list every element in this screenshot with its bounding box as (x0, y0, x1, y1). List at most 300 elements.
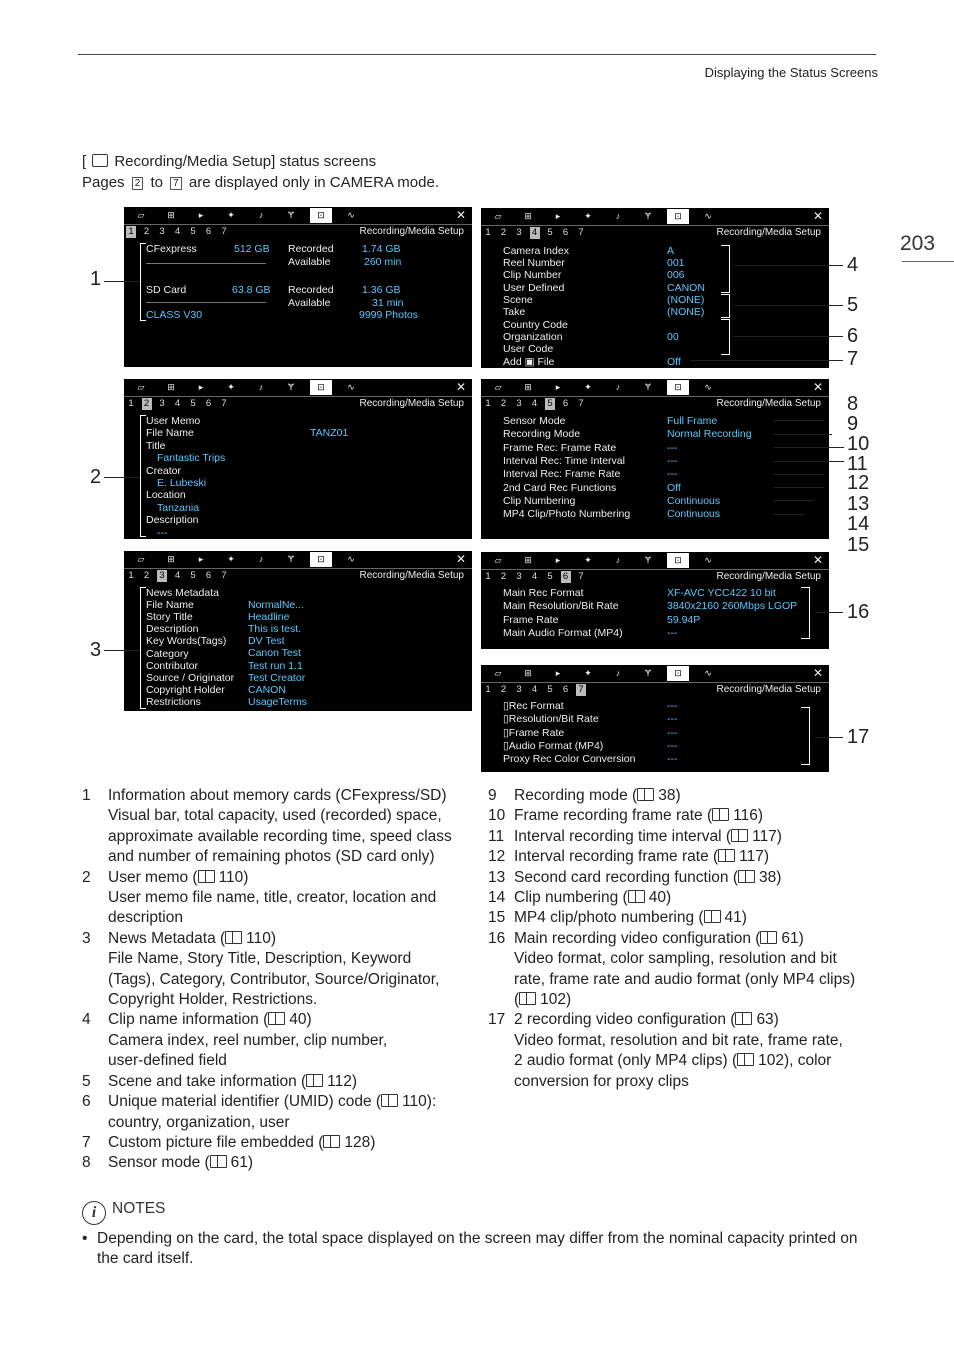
sdcard-label: SD Card (146, 284, 187, 296)
clip-info-label: Camera Index (503, 245, 569, 257)
section-subtitle (82, 174, 439, 191)
folder-tab-icon: ▱ (494, 668, 502, 678)
metadata-label: Source / Originator (146, 671, 235, 684)
page-number-3: 3 (159, 398, 165, 409)
book-icon (323, 1135, 340, 1148)
legend-item-13 (488, 868, 878, 888)
metadata-value: UsageTerms (248, 695, 307, 708)
main-rec-value: --- (667, 626, 678, 639)
metadata-value: Canon Test (248, 647, 301, 660)
legend-line: Interval recording frame rate ( 117) (514, 848, 770, 866)
leader-16 (815, 612, 843, 613)
page-number-6: 6 (561, 571, 571, 583)
page-number-7: 7 (578, 398, 584, 409)
page-number-4: 4 (174, 398, 181, 409)
page-number-5: 5 (190, 398, 196, 409)
proxy-rec-label: ▯Rec Format (503, 700, 564, 712)
book-icon (225, 931, 242, 944)
recording-setup-tab-icon: ⊡ (310, 552, 332, 567)
rec-setting-value: Normal Recording (667, 428, 752, 441)
proxy-rec-label: ▯Frame Rate (503, 726, 565, 739)
main-rec-value: 3840x2160 260Mbps LGOP (667, 600, 798, 613)
leader-14 (774, 500, 814, 501)
legend-item-8 (82, 1153, 472, 1173)
screen-tab-bar (481, 208, 829, 226)
memo-value: --- (157, 526, 168, 539)
leader-1 (104, 281, 140, 282)
main-rec-label: Main Resolution/Bit Rate (503, 600, 619, 613)
recording-setup-tab-icon: ⊡ (667, 209, 689, 224)
legend-item-12 (488, 847, 878, 867)
screen-title: Recording/Media Setup (716, 571, 821, 582)
proxy-rec-label: ▯Resolution/Bit Rate (503, 713, 599, 726)
system-tab-icon: Ɏ (287, 382, 294, 392)
page-number: 203 (900, 232, 936, 255)
rec-setting-label: Clip Numbering (503, 494, 576, 507)
folder-tab-icon: ▱ (137, 210, 145, 220)
audio-tab-icon: ♪ (615, 555, 621, 565)
legend-item-4 (82, 1010, 472, 1071)
page-number-6: 6 (562, 227, 569, 238)
leader-15 (774, 514, 804, 515)
bracket-17 (801, 707, 810, 765)
page-number-1: 1 (485, 571, 491, 582)
leader-12 (774, 474, 824, 475)
network-tab-icon: ∿ (704, 668, 712, 678)
bracket-4 (721, 245, 730, 293)
metadata-label: File Name (146, 599, 194, 612)
recording-setup-tab-icon: ⊡ (667, 553, 689, 568)
rec-setting-value: --- (667, 441, 678, 454)
callout-10: 10 (847, 433, 870, 455)
legend-number: 6 (82, 1093, 91, 1111)
screen-title: Recording/Media Setup (359, 226, 464, 237)
assist-tab-icon: ✦ (584, 211, 592, 221)
notes-label: NOTES (112, 1200, 166, 1217)
screen-tab-bar (124, 551, 472, 569)
page-number-3: 3 (516, 227, 522, 238)
clip-info-label: Scene (503, 294, 533, 306)
metadata-value: Headline (248, 611, 290, 624)
page-number-5: 5 (545, 398, 555, 410)
proxy-rec-value: --- (667, 726, 678, 739)
screen-title: Recording/Media Setup (716, 227, 821, 238)
page-selector (481, 570, 829, 584)
legend-line: Video format, color sampling, resolution and bit (514, 950, 837, 968)
page-number-2: 2 (500, 684, 507, 695)
audio-tab-icon: ♪ (258, 554, 264, 564)
note-text: Depending on the card, the total space displayed on the screen may differ from the nominal capacity printed on the card itself. (97, 1230, 858, 1268)
page-number-rule (902, 261, 954, 262)
page-2-box: 2 (132, 177, 144, 190)
legend-line: File Name, Story Title, Description, Keyword (108, 950, 412, 968)
cfexpress-recorded: 1.74 GB (362, 243, 401, 255)
leader-13 (774, 487, 824, 488)
book-icon (628, 890, 645, 903)
page-number-1: 1 (128, 570, 134, 581)
leader-2 (104, 477, 140, 478)
page-selector (481, 397, 829, 411)
bracket-5 (721, 294, 730, 318)
legend-number: 17 (488, 1011, 506, 1029)
page-number-7: 7 (576, 684, 586, 696)
book-icon (712, 808, 729, 821)
book-icon (760, 931, 777, 944)
page-number-4: 4 (174, 226, 181, 237)
memo-value: Fantastic Trips (157, 452, 226, 465)
book-icon (268, 1012, 285, 1025)
page-number-2: 2 (143, 226, 150, 237)
leader-6 (733, 336, 843, 337)
recording-setup-tab-icon: ⊡ (667, 666, 689, 681)
book-icon (737, 1053, 754, 1066)
callout-13: 13 (847, 493, 870, 515)
card-tab-icon: ⊞ (167, 210, 175, 220)
cfexpress-label: CFexpress (146, 243, 197, 255)
proxy-rec-value: --- (667, 739, 678, 752)
card-tab-icon: ⊞ (524, 211, 532, 221)
legend-number: 7 (82, 1133, 91, 1151)
legend-number: 14 (488, 889, 506, 907)
recorded-label: Recorded (288, 243, 334, 255)
callout-16: 16 (847, 601, 870, 623)
proxy-rec-value: --- (667, 700, 678, 712)
title-text: Recording/Media Setup] status screens (114, 153, 377, 170)
close-icon: ✕ (812, 553, 823, 567)
legend-line: Information about memory cards (CFexpress/SD) (108, 787, 447, 804)
page-7-box: 7 (170, 177, 182, 190)
audio-tab-icon: ♪ (615, 668, 621, 678)
legend-line: Sensor mode ( 61) (108, 1154, 254, 1172)
leader-5 (733, 305, 843, 306)
rec-setting-value: Full Frame (667, 415, 718, 427)
leader-11 (774, 461, 844, 462)
metadata-label: Key Words(Tags) (146, 635, 227, 648)
legend-line: 2 audio format (only MP4 clips) ( 102), color (514, 1052, 832, 1070)
bracket-3 (140, 587, 146, 709)
memo-value: Tanzania (157, 501, 200, 514)
main-rec-value: 59.94P (667, 613, 701, 626)
screen-page-4 (481, 208, 829, 368)
assist-tab-icon: ✦ (227, 210, 235, 220)
main-rec-label: Main Rec Format (503, 587, 584, 599)
page-number-5: 5 (547, 684, 553, 695)
screen-page-6 (481, 552, 829, 649)
legend-item-1 (82, 786, 472, 868)
screen-page-1 (124, 207, 472, 367)
folder-tab-icon: ▱ (137, 382, 145, 392)
screen-page-7 (481, 665, 829, 772)
network-tab-icon: ∿ (704, 555, 712, 565)
metadata-label: Category (146, 647, 189, 660)
book-icon (306, 1074, 323, 1087)
page-number-2: 2 (500, 398, 507, 409)
proxy-rec-value: --- (667, 753, 678, 766)
metadata-label: Copyright Holder (146, 683, 225, 696)
page-number-2: 2 (500, 571, 507, 582)
book-icon (198, 870, 215, 883)
clip-info-value: 001 (667, 257, 685, 269)
memo-label: File Name (146, 427, 194, 440)
audio-tab-icon: ♪ (258, 382, 264, 392)
legend-number: 15 (488, 909, 506, 927)
book-icon (637, 788, 654, 801)
callout-14: 14 (847, 513, 870, 535)
system-tab-icon: Ɏ (644, 668, 651, 678)
system-tab-icon: Ɏ (287, 210, 294, 220)
leader-17 (815, 737, 843, 738)
metadata-value: This is test. (248, 623, 302, 636)
legend-line: Recording mode ( 38) (514, 787, 681, 804)
legend-item-14 (488, 888, 878, 908)
available-label: Available (288, 256, 331, 268)
clip-info-label: User Defined (503, 282, 565, 294)
legend-item-5 (82, 1072, 472, 1092)
memo-label: Title (146, 439, 166, 452)
rec-setting-label: Recording Mode (503, 428, 581, 441)
rec-setting-value: Continuous (667, 508, 721, 521)
legend-line: Main recording video configuration ( 61) (514, 929, 804, 947)
sub-to: to (150, 174, 163, 191)
assist-tab-icon: ✦ (584, 555, 592, 565)
sdcard-recorded: 1.36 GB (362, 284, 401, 296)
custom-picture-icon: ▣ (521, 356, 538, 368)
assist-tab-icon: ✦ (227, 382, 235, 392)
legend-item-7 (82, 1133, 472, 1153)
legend-item-9 (488, 786, 878, 806)
leader-10 (774, 447, 844, 448)
folder-tab-icon: ▱ (137, 554, 145, 564)
page-number-6: 6 (205, 226, 212, 237)
network-tab-icon: ∿ (704, 211, 712, 221)
legend-line: Copyright Holder, Restrictions. (108, 991, 318, 1009)
page-number-3: 3 (516, 398, 522, 409)
cfexpress-available: 260 min (364, 256, 402, 268)
close-icon: ✕ (812, 380, 823, 394)
clip-info-label: User Code (503, 343, 554, 355)
audio-tab-icon: ♪ (258, 210, 264, 220)
page-selector (124, 569, 472, 583)
proxy-rec-label: Proxy Rec Color Conversion (503, 753, 636, 766)
recording-setup-tab-icon: ⊡ (667, 380, 689, 395)
network-tab-icon: ∿ (704, 382, 712, 392)
card-tab-icon: ⊞ (167, 382, 175, 392)
page-number-3: 3 (516, 684, 522, 695)
legend-number: 12 (488, 848, 506, 866)
memo-label: Creator (146, 464, 182, 477)
legend-item-15 (488, 908, 878, 928)
legend-number: 1 (82, 787, 91, 804)
book-icon (519, 992, 536, 1005)
metadata-value: Test Creator (248, 671, 306, 684)
page-number-3: 3 (516, 571, 522, 582)
legend-line: Custom picture file embedded ( 128) (108, 1133, 376, 1151)
card-tab-icon: ⊞ (167, 554, 175, 564)
main-rec-label: Main Audio Format (MP4) (503, 626, 623, 639)
page-number-7: 7 (578, 571, 584, 582)
legend-line: News Metadata ( 110) (108, 929, 277, 947)
camera-tab-icon: ▸ (555, 211, 561, 221)
legend-number: 3 (82, 929, 91, 947)
card-tab-icon: ⊞ (524, 555, 532, 565)
sdcard-available: 31 min (372, 297, 404, 309)
legend-line: Visual bar, total capacity, used (recorded) space, (108, 807, 442, 825)
clip-info-value: Off (667, 356, 681, 368)
page-number-4: 4 (531, 398, 538, 409)
rec-setting-label: Frame Rec: Frame Rate (503, 441, 617, 454)
leader-9 (774, 434, 832, 435)
book-icon (704, 910, 721, 923)
legend-line: 2 recording video configuration ( 63) (514, 1011, 779, 1029)
speed-class: CLASS V30 (146, 309, 203, 321)
legend-line: country, organization, user (108, 1113, 290, 1131)
screen-page-5 (481, 379, 829, 539)
legend-item-17 (488, 1010, 878, 1092)
legend-line: description (108, 909, 183, 927)
card-tab-icon: ⊞ (524, 382, 532, 392)
callout-8: 8 (847, 393, 859, 415)
legend-line: Camera index, reel number, clip number, (108, 1031, 388, 1049)
folder-tab-icon: ▱ (494, 211, 502, 221)
page-number-6: 6 (205, 398, 212, 409)
system-tab-icon: Ɏ (644, 382, 651, 392)
legend-number: 13 (488, 868, 506, 886)
camera-tab-icon: ▸ (198, 554, 204, 564)
legend-number: 5 (82, 1072, 91, 1090)
page-selector (124, 225, 472, 239)
header-title: Displaying the Status Screens (704, 65, 878, 80)
remaining-photos: 9999 Photos (359, 309, 418, 321)
network-tab-icon: ∿ (347, 554, 355, 564)
legend-line: Interval recording time interval ( 117) (514, 827, 782, 845)
rec-setting-label: 2nd Card Rec Functions (503, 481, 617, 494)
main-rec-value: XF-AVC YCC422 10 bit (667, 587, 776, 599)
assist-tab-icon: ✦ (584, 668, 592, 678)
bracket-1 (140, 243, 146, 321)
section-title (82, 153, 376, 170)
screen-title: Recording/Media Setup (716, 684, 821, 695)
main-rec-label: Frame Rate (503, 613, 559, 626)
page-number-2: 2 (142, 398, 152, 410)
callout-3: 3 (90, 639, 102, 661)
clip-info-label: Country Code (503, 319, 568, 331)
page-number-6: 6 (562, 684, 569, 695)
legend-item-2 (82, 868, 472, 929)
legend-line: ( 102) (514, 991, 572, 1009)
clip-info-label: Clip Number (503, 269, 562, 281)
page-number-7: 7 (221, 226, 227, 237)
page-number-4: 4 (531, 684, 538, 695)
network-tab-icon: ∿ (347, 210, 355, 220)
callout-15: 15 (847, 534, 870, 556)
page-number-2: 2 (143, 570, 150, 581)
page-number-5: 5 (190, 226, 196, 237)
callout-1: 1 (90, 268, 102, 290)
legend-number: 16 (488, 929, 506, 947)
book-icon (210, 1155, 227, 1168)
page-number-6: 6 (205, 570, 212, 581)
page-number-2: 2 (500, 227, 507, 238)
legend-number: 8 (82, 1154, 91, 1172)
title-bracket: [ (82, 153, 87, 170)
legend-item-11 (488, 827, 878, 847)
legend-item-10 (488, 806, 878, 826)
callout-5: 5 (847, 294, 859, 316)
camera-tab-icon: ▸ (198, 382, 204, 392)
metadata-label: Story Title (146, 611, 193, 624)
clip-info-value: CANON (667, 282, 705, 294)
screen-page-3 (124, 551, 472, 711)
screen-tab-bar (124, 379, 472, 397)
clip-info-label: Organization (503, 331, 563, 343)
screen-tab-bar (481, 379, 829, 397)
info-icon: i (82, 1201, 106, 1225)
page-number-3: 3 (157, 570, 167, 582)
legend-line: Clip numbering ( 40) (514, 889, 672, 907)
close-icon: ✕ (455, 380, 466, 394)
metadata-label: News Metadata (146, 587, 219, 599)
screen-page-2 (124, 379, 472, 539)
leader-4 (733, 265, 843, 266)
legend-line: Video format, resolution and bit rate, frame rate, (514, 1031, 843, 1049)
sdcard-capacity: 63.8 GB (232, 284, 271, 296)
folder-tab-icon: ▱ (494, 555, 502, 565)
close-icon: ✕ (812, 209, 823, 223)
page-selector (481, 683, 829, 697)
leader-7 (690, 360, 843, 361)
legend-number: 10 (488, 807, 506, 825)
camera-setup-icon (92, 154, 108, 167)
assist-tab-icon: ✦ (584, 382, 592, 392)
legend-line: Unique material identifier (UMID) code ( 110): (108, 1093, 437, 1111)
page-number-1: 1 (485, 398, 491, 409)
close-icon: ✕ (455, 552, 466, 566)
cfexpress-bar (146, 263, 266, 264)
screen-tab-bar (481, 665, 829, 683)
note-item (82, 1229, 882, 1270)
recording-setup-tab-icon: ⊡ (310, 380, 332, 395)
page-selector (481, 226, 829, 240)
legend-line: Frame recording frame rate ( 116) (514, 807, 763, 825)
bracket-6 (721, 319, 730, 355)
book-icon (381, 1094, 398, 1107)
system-tab-icon: Ɏ (287, 554, 294, 564)
legend-line: conversion for proxy clips (514, 1072, 689, 1090)
available-label: Available (288, 297, 331, 309)
memo-label: User Memo (146, 415, 201, 427)
legend-number: 2 (82, 868, 91, 886)
clip-info-label: Reel Number (503, 257, 565, 269)
page-selector (124, 397, 472, 411)
legend-number: 4 (82, 1011, 91, 1029)
memo-value: E. Lubeski (157, 477, 207, 489)
legend-line: user-defined field (108, 1052, 227, 1070)
callout-4: 4 (847, 254, 859, 276)
camera-tab-icon: ▸ (198, 210, 204, 220)
legend-number: 11 (488, 827, 505, 845)
leader-3 (104, 650, 140, 651)
metadata-value: NormalNe... (248, 599, 305, 611)
legend-line: Scene and take information ( 112) (108, 1072, 358, 1090)
legend-right (488, 786, 878, 1092)
legend-line: and number of remaining photos (SD card only) (108, 848, 435, 866)
legend-item-16 (488, 929, 878, 1011)
metadata-label: Description (146, 623, 199, 636)
legend-line: Clip name information ( 40) (108, 1011, 312, 1029)
callout-9: 9 (847, 413, 859, 435)
clip-info-value: A (667, 245, 675, 257)
legend-line: (Tags), Category, Contributor, Source/Originator, (108, 970, 440, 988)
